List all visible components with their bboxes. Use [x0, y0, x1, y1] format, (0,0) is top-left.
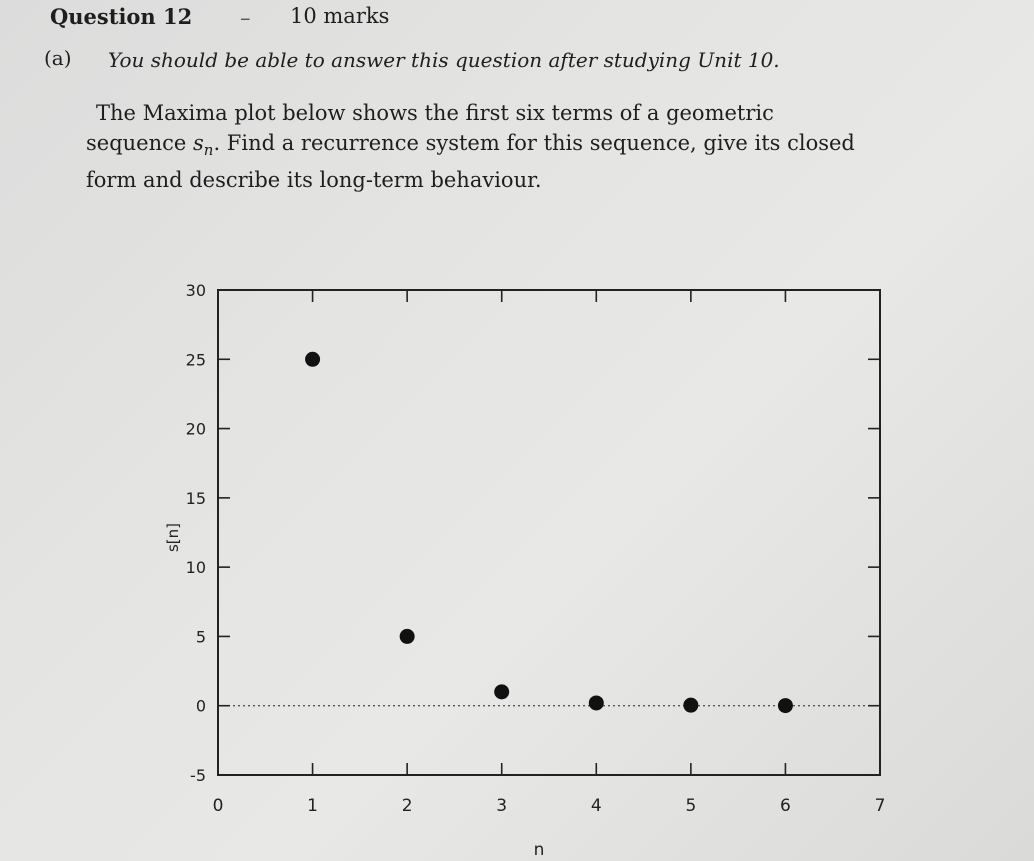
question-title: Question 12	[50, 4, 193, 29]
y-tick-label: 5	[195, 627, 206, 647]
y-tick-label: 20	[185, 419, 206, 439]
data-point-4	[589, 695, 604, 710]
paragraph-line-2-post: . Find a recurrence system for this sequence, give its closed	[213, 131, 855, 155]
sequence-symbol-subscript: n	[203, 141, 214, 160]
y-tick-label: 0	[195, 696, 206, 716]
paragraph-line-2-pre: sequence	[86, 131, 193, 155]
data-point-3	[494, 684, 509, 699]
y-tick-label: 15	[185, 488, 206, 508]
data-point-5	[683, 698, 698, 713]
x-tick-label: 2	[401, 796, 413, 816]
part-label: (a)	[44, 46, 72, 70]
question-header	[50, 4, 390, 30]
x-axis-label: n	[533, 840, 545, 860]
sequence-plot	[140, 270, 920, 860]
paragraph-line-1: The Maxima plot below shows the first six terms of a geometric	[96, 101, 774, 125]
header-dash: –	[240, 6, 251, 30]
data-point-6	[778, 698, 793, 713]
x-tick-label: 3	[496, 796, 508, 816]
sequence-symbol	[193, 131, 214, 160]
y-tick-label: 30	[185, 281, 206, 300]
y-tick-label: -5	[190, 766, 206, 785]
data-point-1	[305, 352, 320, 367]
x-tick-label: 0	[212, 796, 224, 816]
y-tick-label: 10	[185, 558, 206, 578]
part-instruction: You should be able to answer this question after studying Unit 10.	[108, 48, 780, 72]
sequence-symbol-base: s	[193, 131, 204, 155]
x-tick-label: 6	[780, 796, 791, 816]
paragraph-line-2	[86, 128, 1006, 165]
x-tick-label: 5	[685, 796, 697, 816]
data-point-2	[400, 629, 415, 644]
x-tick-label: 1	[307, 796, 318, 816]
paragraph-line-3: form and describe its long-term behaviour.	[86, 168, 542, 193]
y-tick-label: 25	[185, 350, 206, 370]
x-tick-label: 4	[590, 796, 602, 816]
y-axis-label: s[n]	[164, 522, 182, 553]
question-marks: 10 marks	[290, 4, 390, 28]
question-paragraph	[86, 98, 1006, 195]
x-tick-label: 7	[874, 796, 886, 816]
